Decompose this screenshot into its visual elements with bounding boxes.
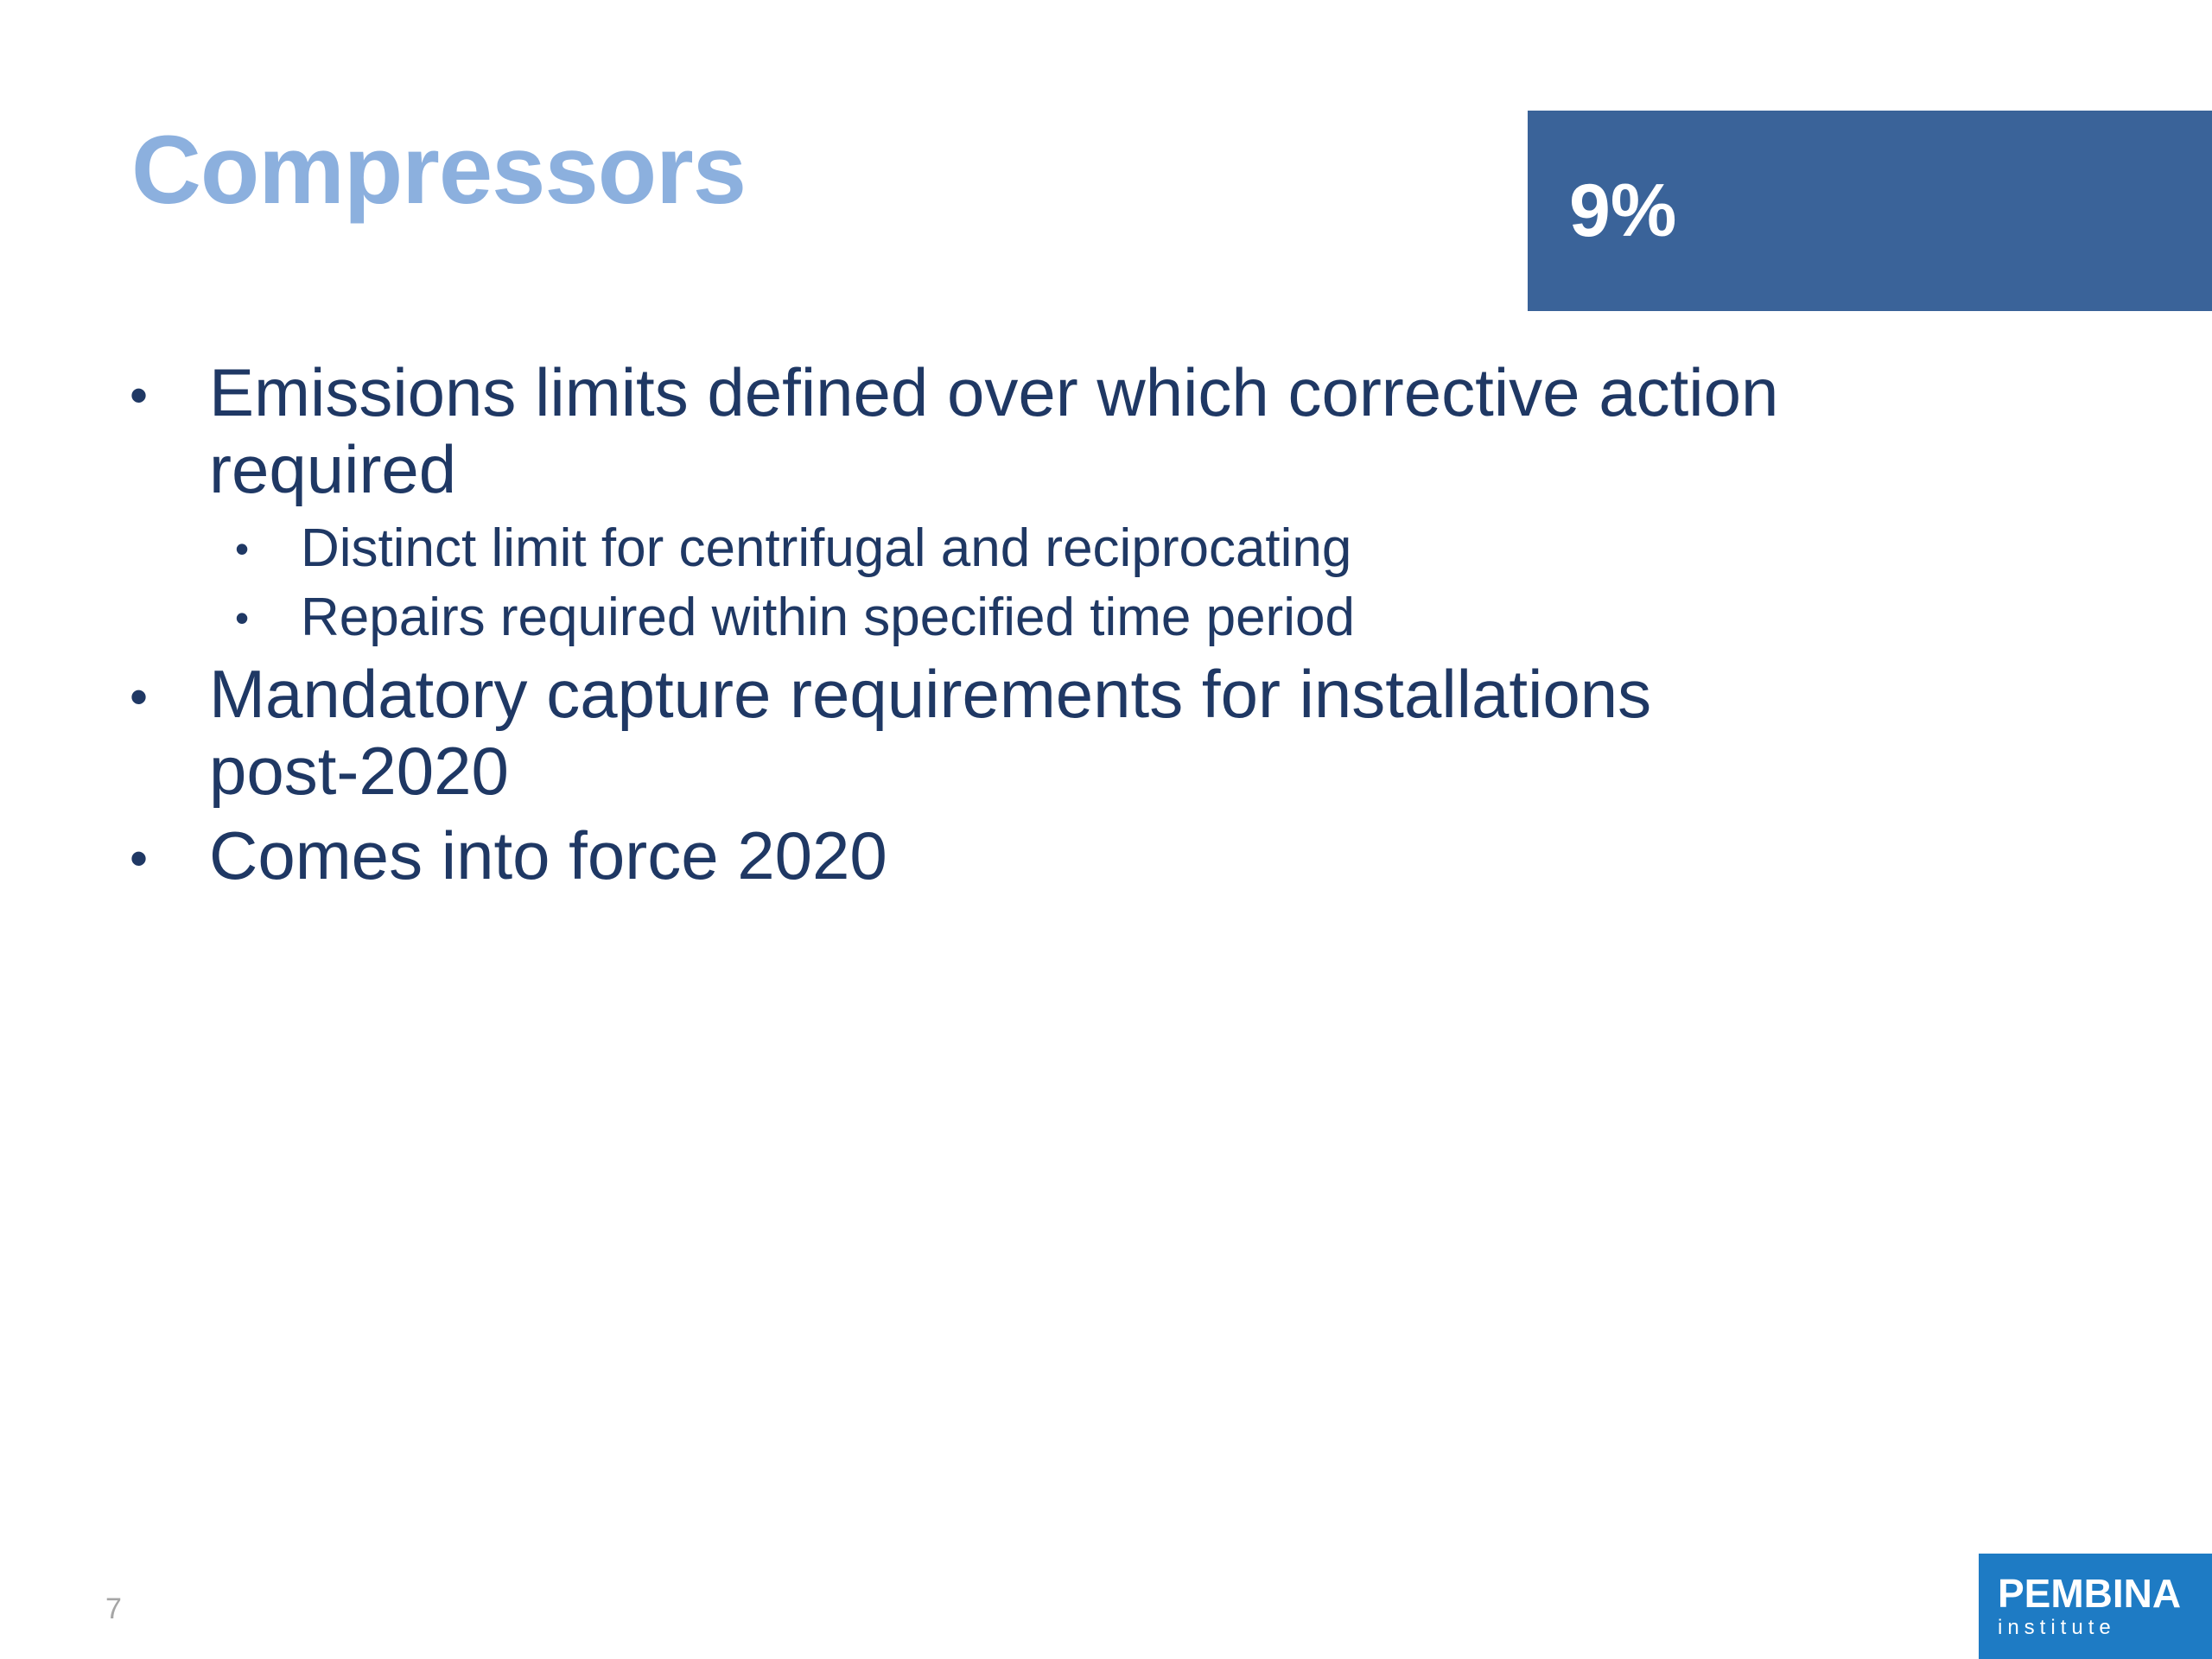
percentage-value: 9% — [1569, 169, 1677, 252]
list-item-text: Comes into force 2020 — [209, 817, 887, 894]
bullet-dot-icon: • — [235, 595, 250, 641]
list-item — [130, 586, 2048, 650]
list-item-text: Emissions limits defined over which corrective action required — [209, 354, 1779, 507]
bullet-dot-icon: • — [130, 667, 149, 726]
list-item-text: Distinct limit for centrifugal and reciprocating — [301, 518, 1352, 578]
list-item-text: Repairs required within specified time period — [301, 588, 1355, 648]
bullet-dot-icon: • — [130, 830, 149, 888]
list-item-text: Mandatory capture requirements for installations post-2020 — [209, 655, 1652, 809]
list-item — [130, 517, 2048, 581]
list-item — [130, 817, 2048, 894]
bullet-dot-icon: • — [130, 366, 149, 424]
list-item — [130, 656, 2048, 810]
page-title: Compressors — [131, 116, 747, 224]
logo-name: PEMBINA — [1998, 1570, 2182, 1616]
list-item — [130, 354, 2048, 508]
pembina-logo — [1979, 1554, 2212, 1659]
page-number: 7 — [105, 1592, 122, 1625]
bullet-list — [130, 354, 2048, 903]
logo-subtitle: institute — [1998, 1615, 2116, 1639]
percentage-banner — [1528, 111, 2212, 311]
bullet-dot-icon: • — [235, 525, 250, 571]
